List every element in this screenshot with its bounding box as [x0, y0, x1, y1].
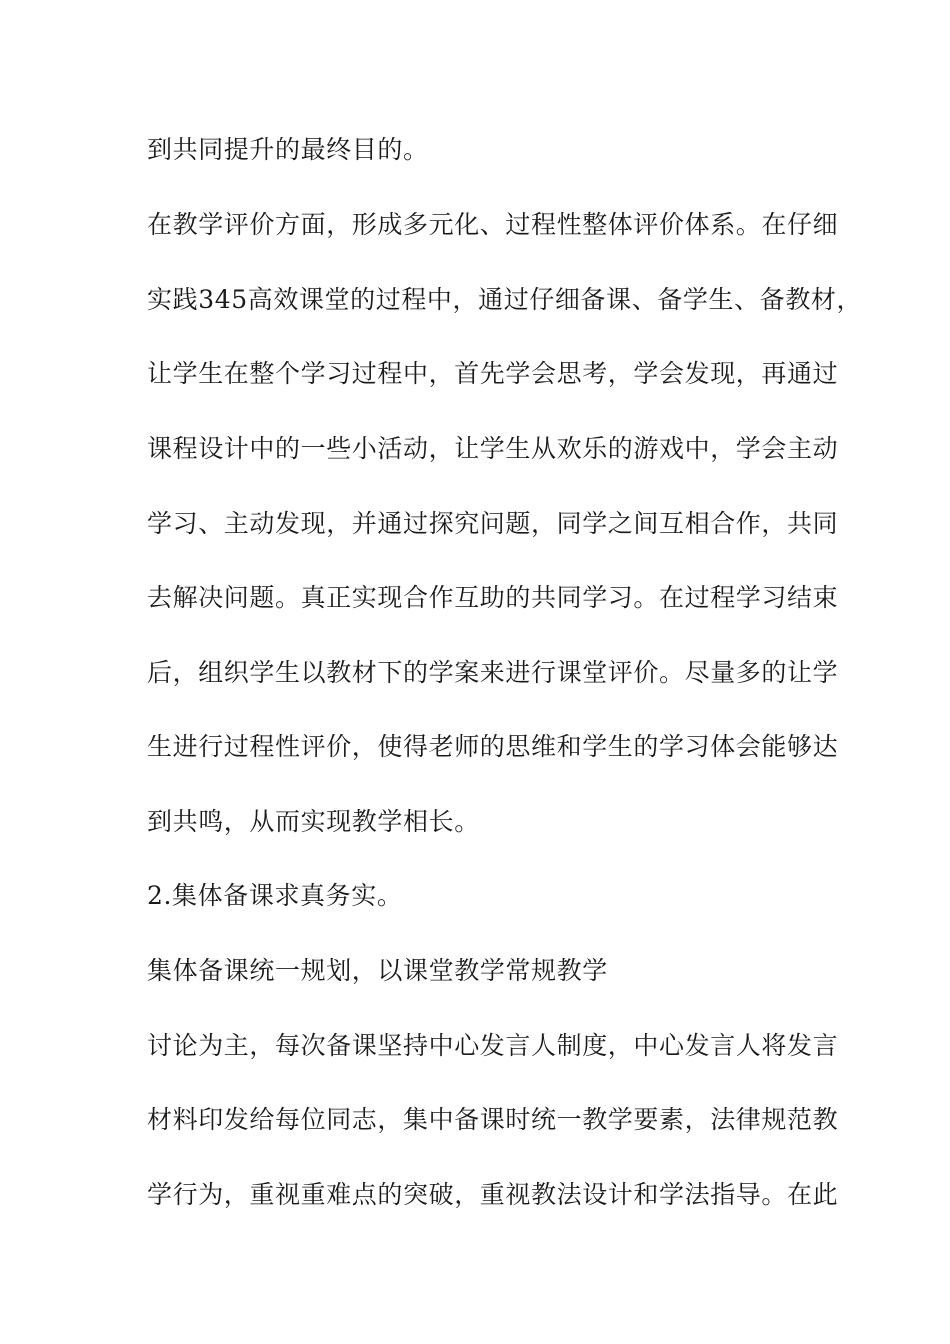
text-line: 在教学评价方面，形成多元化、过程性整体评价体系。在仔细	[147, 210, 839, 239]
text-line: 到共同提升的最终目的。	[147, 135, 429, 164]
text-line: 去解决问题。真正实现合作互助的共同学习。在过程学习结束	[147, 583, 839, 612]
text-line: 学行为，重视重难点的突破，重视教法设计和学法指导。在此	[147, 1180, 839, 1209]
text-line: 让学生在整个学习过程中，首先学会思考，学会发现，再通过	[147, 359, 839, 388]
text-line: 学习、主动发现，并通过探究问题，同学之间互相合作，共同	[147, 509, 839, 538]
text-line: 集体备课统一规划，以课堂教学常规教学	[147, 956, 608, 985]
text-line: 材料印发给每位同志，集中备课时统一教学要素，法律规范教	[147, 1105, 839, 1134]
text-line: 到共鸣，从而实现教学相长。	[147, 807, 480, 836]
section-heading: 2.集体备课求真务实。	[147, 881, 403, 910]
text-line: 实践345高效课堂的过程中，通过仔细备课、备学生、备教材，	[147, 285, 863, 314]
text-line: 生进行过程性评价，使得老师的思维和学生的学习体会能够达	[147, 732, 839, 761]
text-line: 讨论为主，每次备课坚持中心发言人制度，中心发言人将发言	[147, 1031, 839, 1060]
text-line: 后，组织学生以教材下的学案来进行课堂评价。尽量多的让学	[147, 658, 839, 687]
text-line: 课程设计中的一些小活动，让学生从欢乐的游戏中，学会主动	[147, 434, 839, 463]
